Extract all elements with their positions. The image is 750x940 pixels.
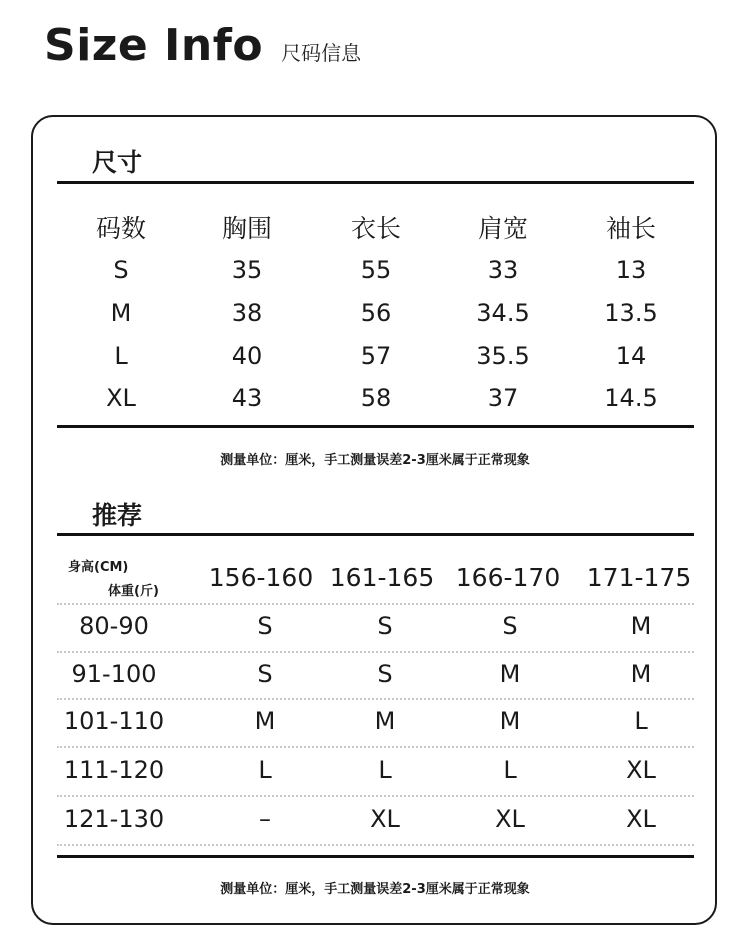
- recommend-top-rule: [57, 533, 694, 536]
- height-header: 166-170: [455, 563, 561, 592]
- size-col-header: 码数: [95, 214, 147, 243]
- recommend-cell: L: [503, 756, 517, 784]
- row-divider: [57, 603, 694, 605]
- row-divider: [57, 698, 694, 700]
- row-divider: [57, 746, 694, 748]
- height-header: 156-160: [208, 563, 314, 592]
- size-cell: S: [113, 256, 129, 284]
- size-cell: L: [114, 342, 128, 370]
- recommend-cell: M: [630, 612, 652, 640]
- recommend-cell: XL: [626, 756, 656, 784]
- size-col-header: 袖长: [605, 214, 657, 243]
- recommend-bottom-rule: [57, 855, 694, 858]
- recommend-cell: –: [259, 805, 271, 833]
- weight-label: 80-90: [79, 612, 149, 640]
- recommend-section-title: 推荐: [92, 501, 143, 530]
- recommend-cell: M: [374, 707, 396, 735]
- size-col-header: 胸围: [221, 214, 273, 243]
- recommend-cell: S: [502, 612, 518, 640]
- size-cell: 14: [615, 342, 647, 370]
- size-cell: 35.5: [476, 342, 530, 370]
- size-cell: 34.5: [476, 299, 530, 327]
- size-cell: 57: [360, 342, 392, 370]
- size-cell: 43: [231, 384, 263, 412]
- row-divider: [57, 844, 694, 846]
- size-cell: 13: [615, 256, 647, 284]
- size-cell: 14.5: [604, 384, 658, 412]
- recommend-cell: L: [378, 756, 392, 784]
- row-divider: [57, 651, 694, 653]
- row-divider: [57, 795, 694, 797]
- page-subtitle: 尺码信息: [281, 41, 362, 65]
- recommend-cell: XL: [495, 805, 525, 833]
- recommend-cell: S: [257, 612, 273, 640]
- size-cell: 13.5: [604, 299, 658, 327]
- height-header: 171-175: [586, 563, 692, 592]
- size-bottom-rule: [57, 425, 694, 428]
- size-note: 测量单位：厘米，手工测量误差2-3厘米属于正常现象: [220, 453, 530, 468]
- recommend-cell: S: [377, 660, 393, 688]
- size-section-title: 尺寸: [92, 148, 143, 177]
- size-cell: 33: [487, 256, 519, 284]
- recommend-cell: XL: [626, 805, 656, 833]
- page-header: [44, 20, 361, 71]
- recommend-cell: XL: [370, 805, 400, 833]
- recommend-cell: M: [630, 660, 652, 688]
- size-cell: 38: [231, 299, 263, 327]
- recommend-cell: S: [377, 612, 393, 640]
- weight-label: 121-130: [63, 805, 165, 833]
- size-cell: 58: [360, 384, 392, 412]
- size-cell: 35: [231, 256, 263, 284]
- size-cell: 55: [360, 256, 392, 284]
- weight-label: 91-100: [71, 660, 157, 688]
- size-cell: 56: [360, 299, 392, 327]
- size-col-header: 肩宽: [477, 214, 529, 243]
- weight-label: 101-110: [63, 707, 165, 735]
- recommend-cell: S: [257, 660, 273, 688]
- weight-axis-label: 体重(斤): [108, 584, 159, 599]
- size-top-rule: [57, 181, 694, 184]
- recommend-cell: M: [254, 707, 276, 735]
- recommend-cell: L: [634, 707, 648, 735]
- size-col-header: 衣长: [350, 214, 402, 243]
- height-header: 161-165: [329, 563, 435, 592]
- recommend-cell: M: [499, 660, 521, 688]
- recommend-cell: L: [258, 756, 272, 784]
- weight-label: 111-120: [63, 756, 165, 784]
- height-axis-label: 身高(CM): [68, 560, 129, 575]
- size-cell: 40: [231, 342, 263, 370]
- recommend-note: 测量单位：厘米，手工测量误差2-3厘米属于正常现象: [220, 882, 530, 897]
- size-cell: 37: [487, 384, 519, 412]
- size-cell: XL: [106, 384, 136, 412]
- recommend-cell: M: [499, 707, 521, 735]
- page-title: Size Info: [44, 20, 264, 71]
- size-cell: M: [110, 299, 132, 327]
